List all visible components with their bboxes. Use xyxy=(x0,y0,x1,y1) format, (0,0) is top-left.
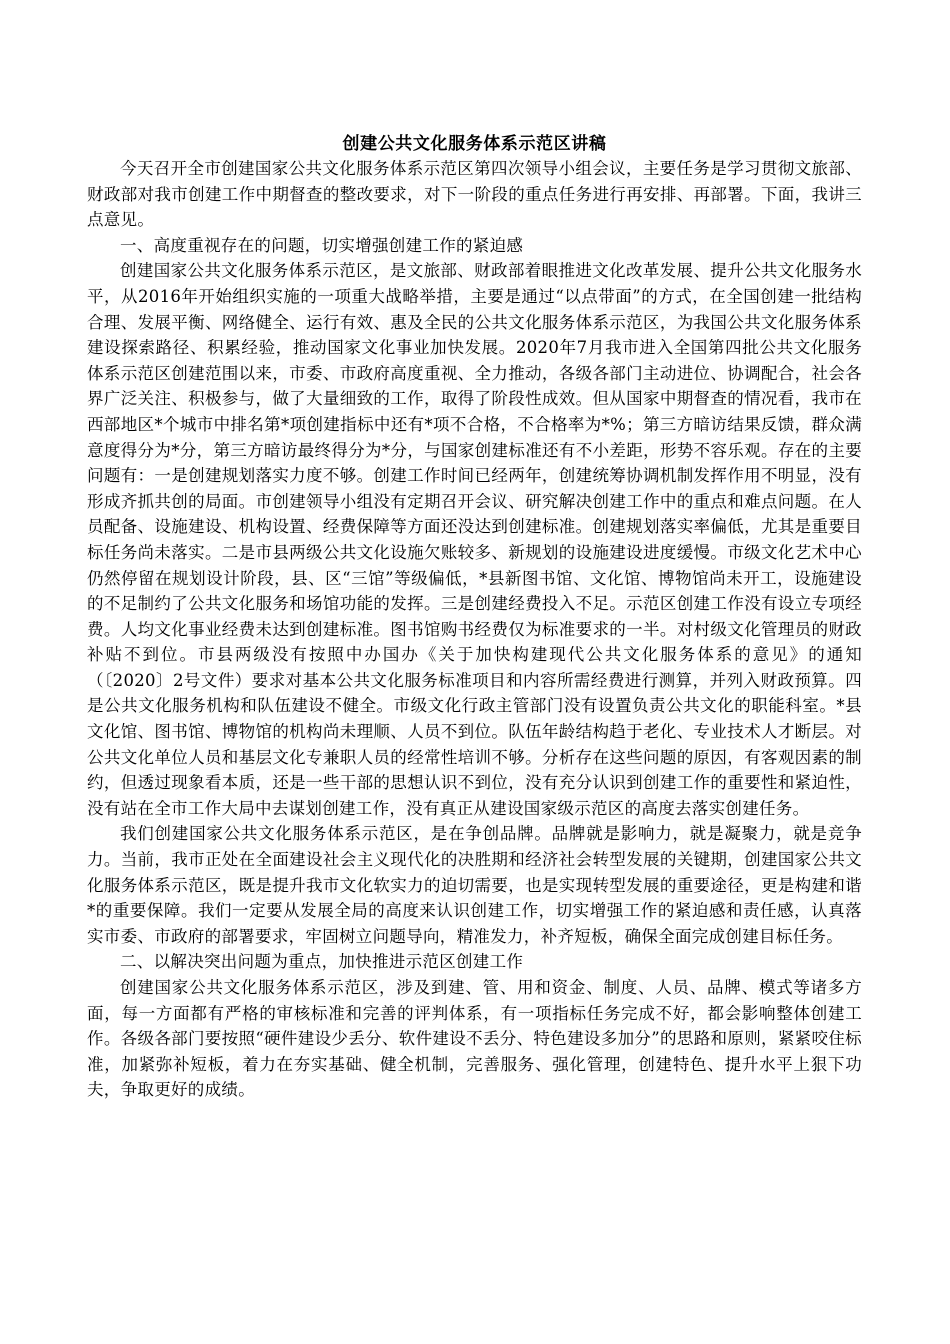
section-heading-2: 二、以解决突出问题为重点，加快推进示范区创建工作 xyxy=(120,952,524,972)
body-paragraph: 创建国家公共文化服务体系示范区，是文旅部、财政部着眼推进文化改革发展、提升公共文化服务水平，从2016年开始组织实施的一项重大战略举措，主要是通过“以点带面”的方式，在全国创建一批结构合理、发展平衡、网络健全、运行有效、惠及全民的公共文化服务体系示范区，为我国公共文化服务体系建设探索路径、积累经验，推动国家文化事业加快发展。2020年7月我市进入全国第四批公共文化服务体系示范区创建范围以来，市委、市政府高度重视、全力推动，各级各部门主动进位、协调配合，社会各界广泛关注、积极参与，做了大量细致的工作，取得了阶段性成效。但从国家中期督查的情况看，我市在西部地区*个城市中排名第*项创建指标中还有*项不合格，不合格率为*%；第三方暗访结果反馈，群众满意度得分为*分，第三方暗访最终得分为*分，与国家创建标准还有不小差距，形势不容乐观。存在的主要问题有：一是创建规划落实力度不够。创建工作时间已经两年，创建统筹协调机制发挥作用不明显，没有形成齐抓共创的局面。市创建领导小组没有定期召开会议、研究解决创建工作中的重点和难点问题。在人员配备、设施建设、机构设置、经费保障等方面还没达到创建标准。创建规划落实率偏低，尤其是重要目标任务尚未落实。二是市县两级公共文化设施欠账较多、新规划的设施建设进度缓慢。市级文化艺术中心仍然停留在规划设计阶段，县、区“三馆”等级偏低，*县新图书馆、文化馆、博物馆尚未开工，设施建设的不足制约了公共文化服务和场馆功能的发挥。三是创建经费投入不足。示范区创建工作没有设立专项经费。人均文化事业经费未达到创建标准。图书馆购书经费仅为标准要求的一半。对村级文化管理员的财政补贴不到位。市县两级没有按照中办国办《关于加快构建现代公共文化服务体系的意见》的通知（〔2020〕2号文件）要求对基本公共文化服务标准项目和内容所需经费进行测算，并列入财政预算。四是公共文化服务机构和队伍建设不健全。市级文化行政主管部门没有设置负责公共文化的职能科室。*县文化馆、图书馆、博物馆的机构尚未理顺、人员不到位。队伍年龄结构趋于老化、专业技术人才断层。对公共文化单位人员和基层文化专兼职人员的经常性培训不够。分析存在这些问题的原因，有客观因素的制约，但透过现象看本质，还是一些干部的思想认识不到位，没有充分认识到创建工作的重要性和紧迫性，没有站在全市工作大局中去谋划创建工作，没有真正从建设国家级示范区的高度去落实创建任务。 xyxy=(87,261,862,818)
document-title: 创建公共文化服务体系示范区讲稿 xyxy=(342,134,607,154)
body-paragraph: 我们创建国家公共文化服务体系示范区，是在争创品牌。品牌就是影响力，就是凝聚力，就是竞争力。当前，我市正处在全面建设社会主义现代化的决胜期和经济社会转型发展的关键期，创建国家公共文化服务体系示范区，既是提升我市文化软实力的迫切需要，也是实现转型发展的重要途径，更是构建和谐*的重要保障。我们一定要从发展全局的高度来认识创建工作，切实增强工作的紧迫感和责任感，认真落实市委、市政府的部署要求，牢固树立问题导向，精准发力，补齐短板，确保全面完成创建目标任务。 xyxy=(87,824,862,946)
body-paragraph: 创建国家公共文化服务体系示范区，涉及到建、管、用和资金、制度、人员、品牌、模式等诸多方面，每一方面都有严格的审核标准和完善的评判体系，有一项指标任务完成不好，都会影响整体创建工作。各级各部门要按照“硬件建设少丢分、软件建设不丢分、特色建设多加分”的思路和原则，紧紧咬住标准，加紧弥补短板，着力在夯实基础、健全机制，完善服务、强化管理，创建特色、提升水平上狠下功夫，争取更好的成绩。 xyxy=(87,978,862,1100)
document-body xyxy=(87,132,862,1103)
section-heading-1: 一、高度重视存在的问题，切实增强创建工作的紧迫感 xyxy=(120,235,524,255)
intro-paragraph: 今天召开全市创建国家公共文化服务体系示范区第四次领导小组会议，主要任务是学习贯彻文旅部、财政部对我市创建工作中期督查的整改要求，对下一阶段的重点任务进行再安排、再部署。下面，我讲三点意见。 xyxy=(87,159,862,230)
